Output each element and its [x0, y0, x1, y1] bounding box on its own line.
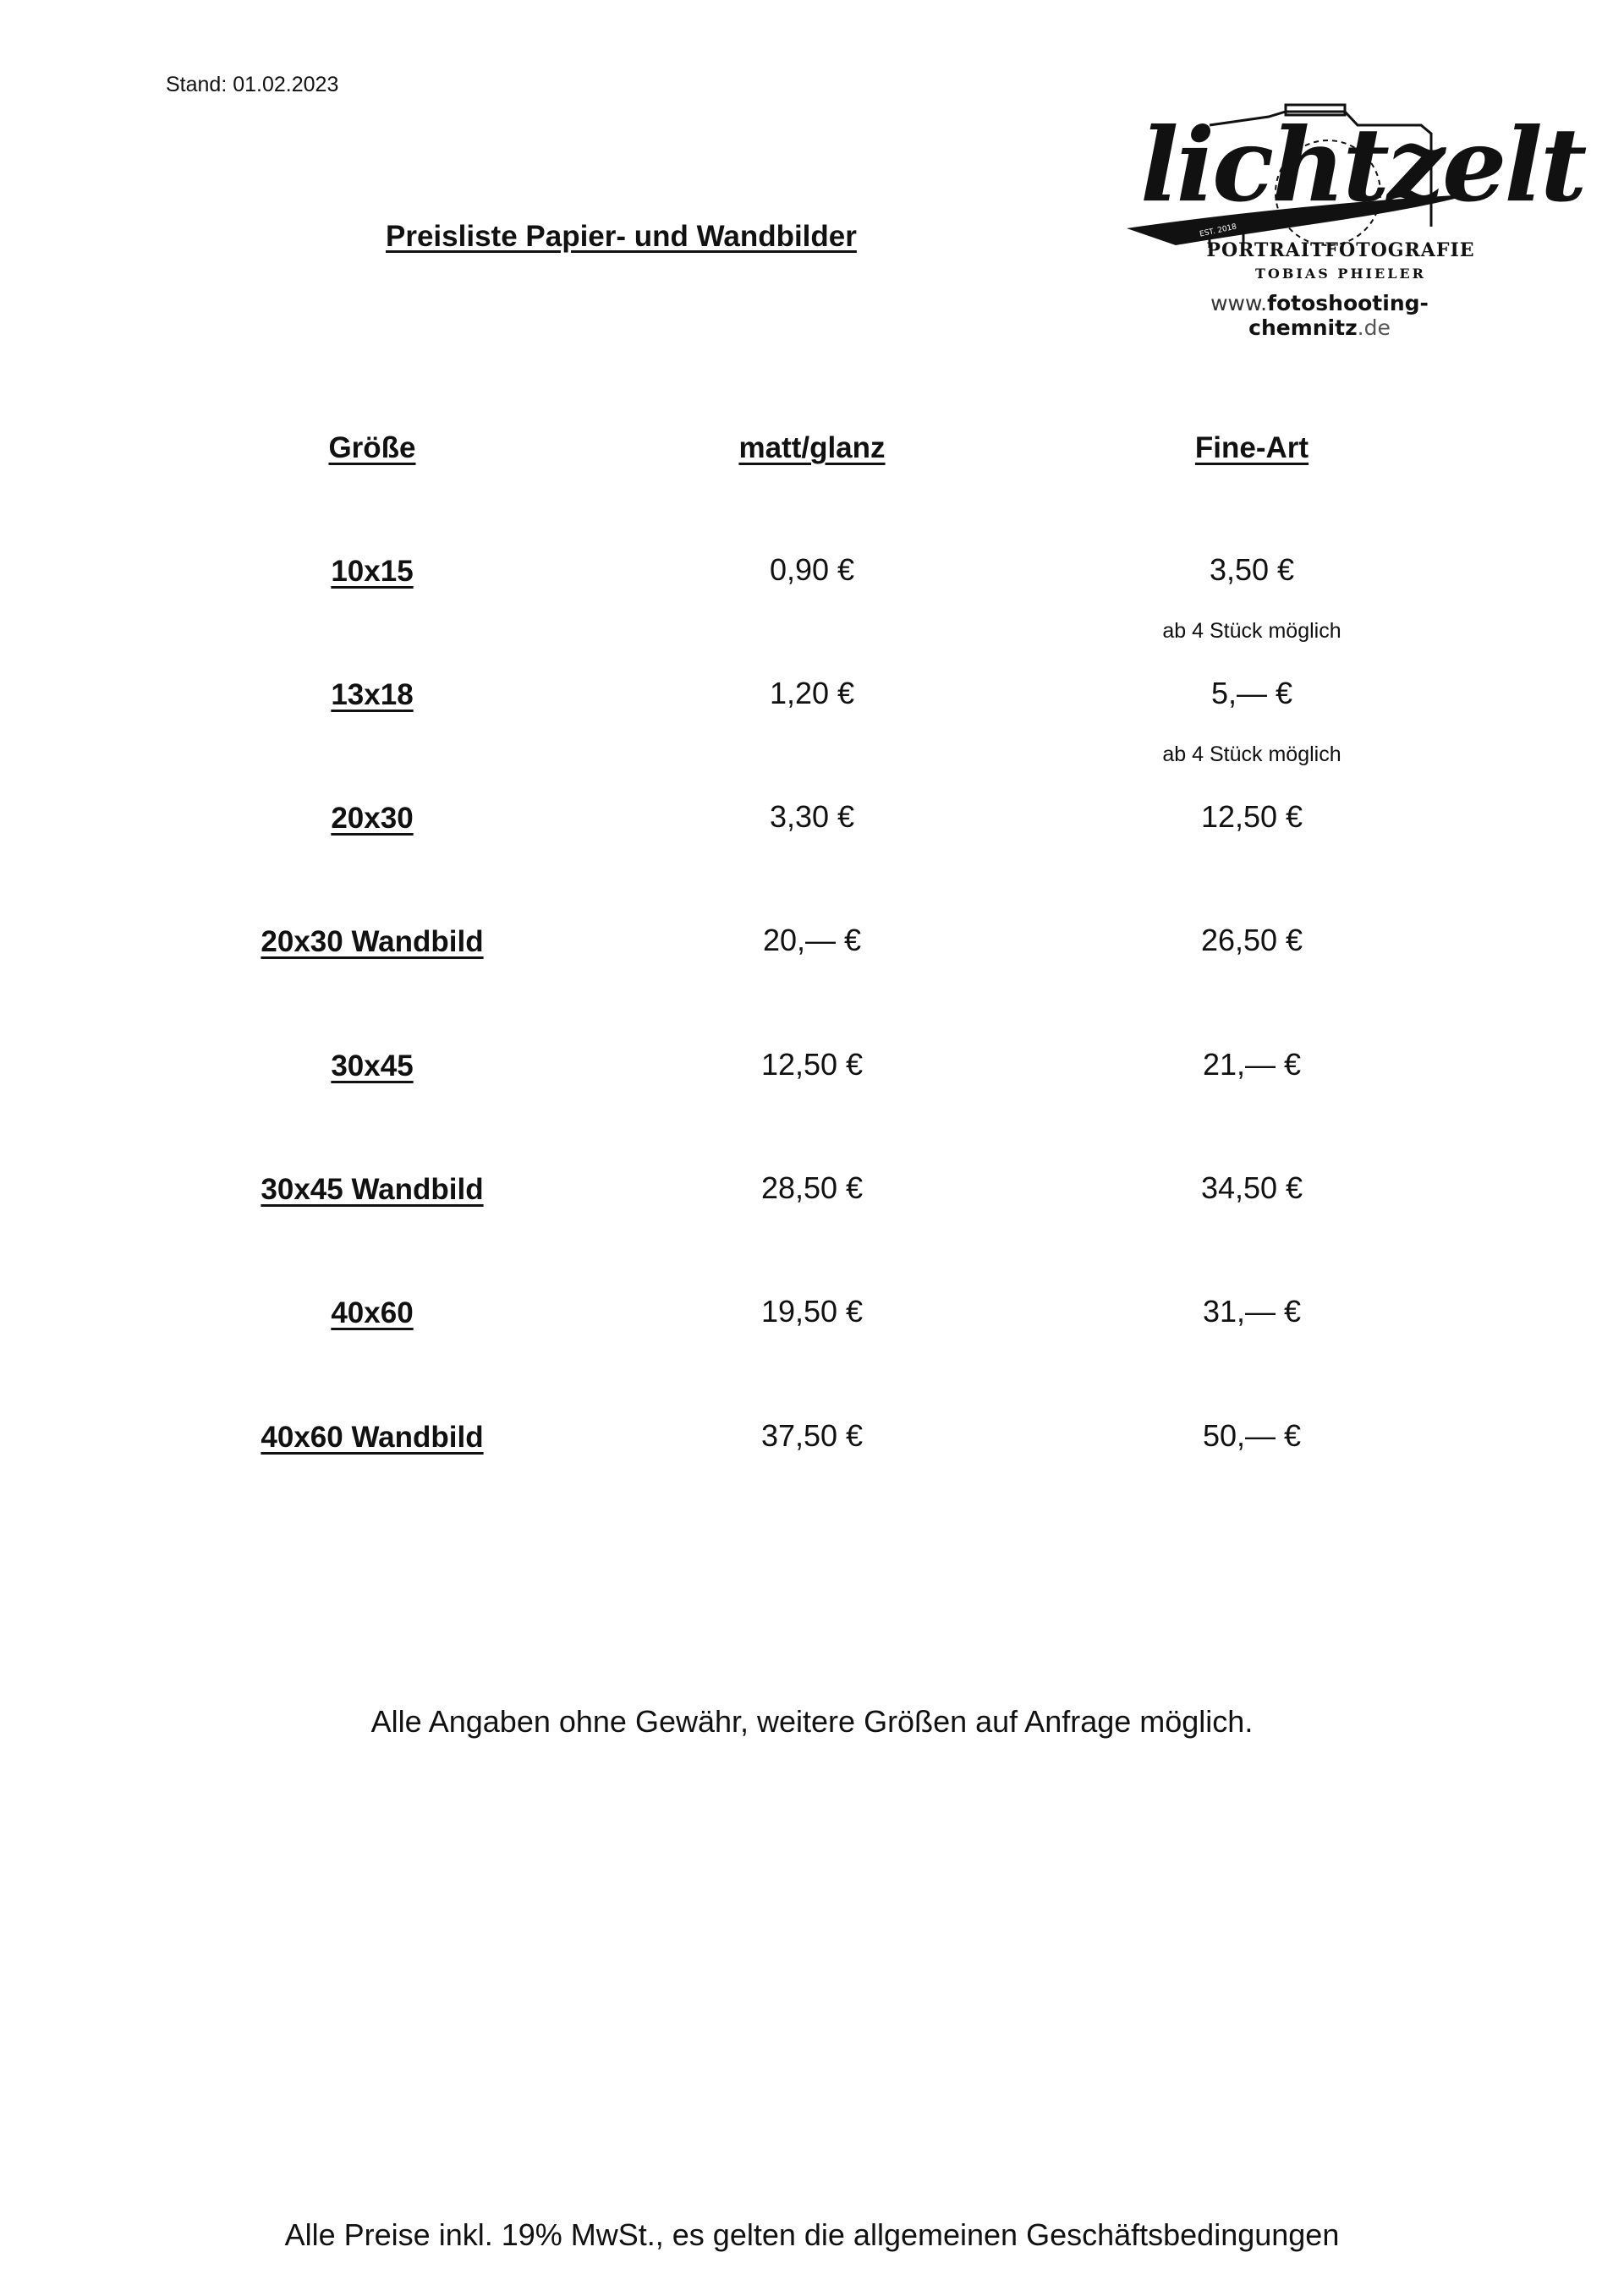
disclaimer: Alle Angaben ohne Gewähr, weitere Größen auf Anfrage möglich. — [370, 1704, 1254, 1739]
url-domain: fotoshooting-chemnitz — [1248, 291, 1429, 340]
price-matt-glanz: 1,20 € — [769, 676, 855, 710]
fine-art-note: ab 4 Stück möglich — [1162, 743, 1341, 766]
url-prefix: www. — [1210, 291, 1268, 315]
size-label: 30x45 — [331, 1049, 414, 1082]
size-label: 30x45 Wandbild — [261, 1173, 484, 1206]
price-matt-glanz: 20,— € — [762, 923, 862, 957]
footer-note: Alle Preise inkl. 19% MwSt., es gelten die allgemeinen Geschäftsbedingungen — [284, 2217, 1340, 2252]
size-label: 20x30 Wandbild — [261, 925, 484, 958]
price-fine-art: 31,— € — [1202, 1294, 1302, 1329]
price-matt-glanz: 12,50 € — [760, 1047, 864, 1082]
price-matt-glanz: 19,50 € — [760, 1294, 864, 1329]
price-matt-glanz: 28,50 € — [760, 1170, 864, 1205]
website-link[interactable] — [1150, 291, 1489, 340]
logo-wordmark: lichtzelt — [1140, 106, 1585, 225]
price-fine-art: 34,50 € — [1200, 1170, 1303, 1205]
logo-owner: TOBIAS PHIELER — [1255, 266, 1426, 282]
page-title: Preisliste Papier- und Wandbilder — [386, 220, 857, 253]
price-matt-glanz: 3,30 € — [769, 799, 855, 834]
price-fine-art: 5,— € — [1210, 676, 1293, 710]
logo-est-badge: EST. 2018 — [1199, 222, 1238, 239]
price-fine-art: 12,50 € — [1200, 799, 1303, 834]
price-matt-glanz: 0,90 € — [769, 552, 855, 587]
fine-art-note: ab 4 Stück möglich — [1162, 619, 1341, 643]
size-label: 40x60 Wandbild — [261, 1421, 484, 1454]
size-label: 20x30 — [331, 802, 414, 835]
url-tld: .de — [1357, 315, 1391, 340]
size-label: 10x15 — [331, 555, 414, 588]
price-matt-glanz: 37,50 € — [760, 1418, 864, 1453]
column-header-matt-glanz: matt/glanz — [738, 431, 886, 464]
price-fine-art: 3,50 € — [1209, 552, 1295, 587]
price-fine-art: 21,— € — [1202, 1047, 1302, 1082]
logo — [1116, 100, 1585, 340]
size-label: 13x18 — [331, 678, 414, 711]
column-header-fine-art: Fine-Art — [1194, 431, 1309, 464]
logo-subtitle: PORTRAITFOTOGRAFIE — [1206, 239, 1475, 261]
column-header-size: Größe — [328, 431, 416, 464]
size-label: 40x60 — [331, 1296, 414, 1329]
stand-date: Stand: 01.02.2023 — [166, 73, 339, 96]
price-fine-art: 26,50 € — [1200, 923, 1303, 957]
price-fine-art: 50,— € — [1202, 1418, 1302, 1453]
